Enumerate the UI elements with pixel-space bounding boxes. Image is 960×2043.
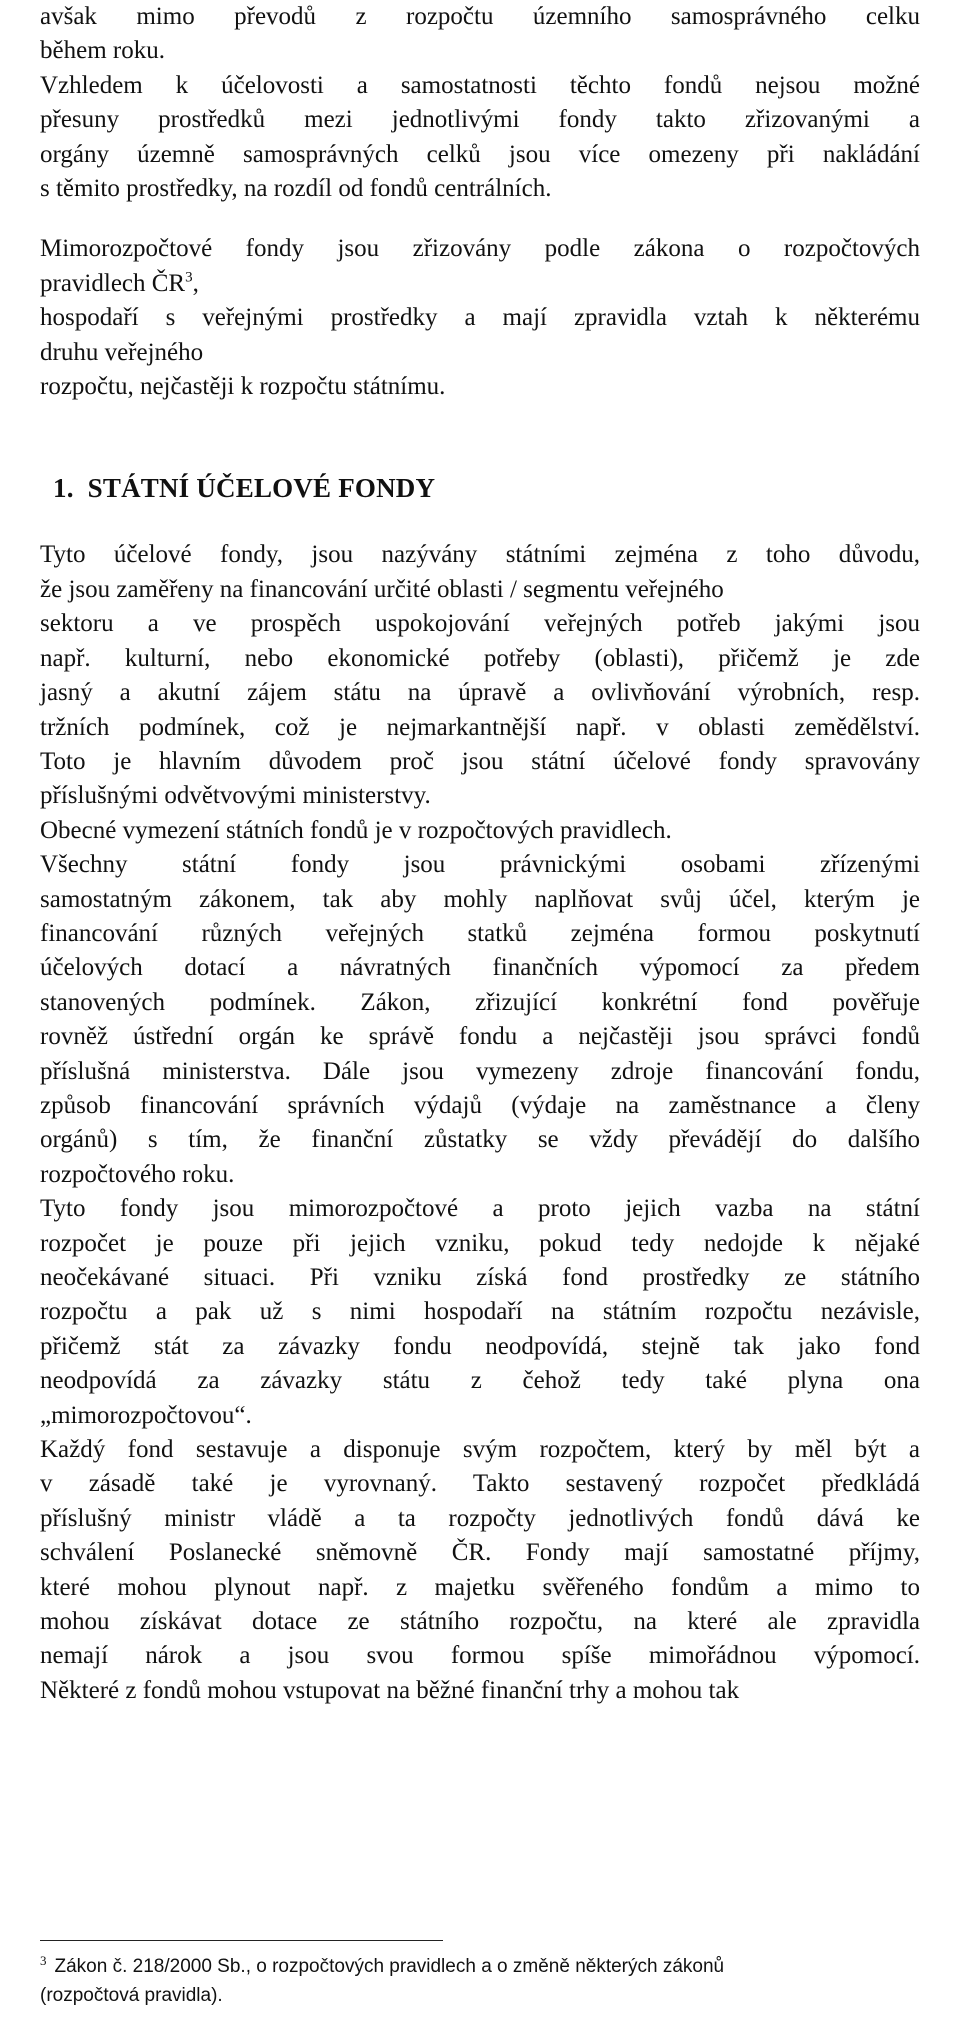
text-line: příslušná ministerstva. Dále jsou vymezeny zdroje financování fondu,: [40, 1057, 920, 1085]
footnote-separator: [40, 1940, 443, 1941]
text-line: rozpočtového roku.: [40, 1160, 235, 1188]
text-line: např. kulturní, nebo ekonomické potřeby (oblasti), přičemž je zde: [40, 644, 920, 672]
text-line: „mimorozpočtovou“.: [40, 1401, 252, 1429]
text-line: přičemž stát za závazky fondu neodpovídá, stejně tak jako fond: [40, 1332, 920, 1360]
text-line: neodpovídá za závazky státu z čehož tedy také plyna ona: [40, 1367, 920, 1395]
text-line: rozpočtu, nejčastěji k rozpočtu státnímu.: [40, 373, 446, 401]
text-line: stanovených podmínek. Zákon, zřizující konkrétní fond pověřuje: [40, 988, 920, 1016]
text-line: Tyto fondy jsou mimorozpočtové a proto jejich vazba na státní: [40, 1195, 920, 1223]
text-line: Každý fond sestavuje a disponuje svým rozpočtem, který by měl být a: [40, 1436, 920, 1464]
text-line: Vzhledem k účelovosti a samostatnosti těchto fondů nejsou možné: [40, 71, 920, 99]
footnote-text: Zákon č. 218/2000 Sb., o rozpočtových pravidlech a o změně některých zákonů: [54, 1956, 725, 1977]
text-line: v zásadě také je vyrovnaný. Takto sestavený rozpočet předkládá: [40, 1470, 920, 1498]
text-line: Některé z fondů mohou vstupovat na běžné finanční trhy a mohou tak: [40, 1676, 740, 1704]
text-line: hospodaří s veřejnými prostředky a mají zpravidla vztah k některému: [40, 304, 920, 332]
text-line: Mimorozpočtové fondy jsou zřizovány podle zákona o rozpočtových: [40, 235, 920, 263]
text-line: Toto je hlavním důvodem proč jsou státní účelové fondy spravovány: [40, 747, 920, 775]
text-line: Všechny státní fondy jsou právnickými osobami zřízenými: [40, 851, 920, 879]
text-line: jasný a akutní zájem státu na úpravě a ovlivňování výrobních, resp.: [40, 679, 920, 707]
footnote: [40, 1952, 920, 2010]
text-line: mohou získávat dotace ze státního rozpočtu, na které ale zpravidla: [40, 1608, 920, 1636]
text-line: které mohou plynout např. z majetku svěřeného fondům a mimo to: [40, 1573, 920, 1601]
text-line: orgány územně samosprávných celků jsou více omezeny při nakládání: [40, 140, 920, 168]
section-number: 1.: [53, 473, 74, 504]
section-title: STÁTNÍ ÚČELOVÉ FONDY: [87, 473, 436, 504]
text-line: způsob financování správních výdajů (výdaje na zaměstnance a členy: [40, 1091, 920, 1119]
text-line: s těmito prostředky, na rozdíl od fondů centrálních.: [40, 175, 552, 203]
text-line: během roku.: [40, 37, 165, 65]
text-line: orgánů) s tím, že finanční zůstatky se vždy převádějí do dalšího: [40, 1126, 920, 1154]
section-heading: [40, 470, 920, 506]
text-span: ,: [192, 269, 199, 297]
text-line: samostatným zákonem, tak aby mohly naplňovat svůj účel, kterým je: [40, 885, 920, 913]
text-line: schválení Poslanecké sněmovně ČR. Fondy mají samostatné příjmy,: [40, 1539, 920, 1567]
text-span: pravidlech ČR: [40, 269, 186, 297]
text-line: neočekávané situaci. Při vzniku získá fond prostředky ze státního: [40, 1264, 920, 1291]
paragraph-purpose: [40, 69, 920, 207]
text-line: přesuny prostředků mezi jednotlivými fondy takto zřizovanými a: [40, 106, 920, 134]
text-line: tržních podmínek, což je nejmarkantnější např. v oblasti zemědělství.: [40, 713, 920, 741]
document-page: [40, 0, 920, 1708]
text-line: [40, 267, 920, 301]
footnote-line: (rozpočtová pravidla).: [40, 1985, 223, 2006]
text-line: rozpočtu a pak už s nimi hospodaří na státním rozpočtu nezávisle,: [40, 1298, 920, 1326]
text-line: rovněž ústřední orgán ke správě fondu a nejčastěji jsou správci fondů: [40, 1023, 920, 1051]
paragraph-intro-tail: [40, 0, 920, 69]
footnote-reference: 3: [185, 269, 193, 286]
text-line: financování různých veřejných statků zejména formou poskytnutí: [40, 919, 920, 947]
section-body: [40, 538, 920, 1708]
text-line: Tyto účelové fondy, jsou nazývány státními zejména z toho důvodu,: [40, 541, 920, 569]
paragraph-extrabudgetary-funds: [40, 232, 920, 404]
text-line: příslušný ministr vládě a ta rozpočty jednotlivých fondů dává ke: [40, 1504, 920, 1532]
text-line: avšak mimo převodů z rozpočtu územního samosprávného celku: [40, 3, 920, 30]
text-line: příslušnými odvětvovými ministerstvy.: [40, 782, 431, 810]
text-line: účelových dotací a návratných finančních výpomocí za předem: [40, 954, 920, 982]
text-line: Obecné vymezení státních fondů je v rozpočtových pravidlech.: [40, 816, 672, 844]
footnote-mark: 3: [40, 1952, 47, 1968]
text-line: že jsou zaměřeny na financování určité oblasti / segmentu veřejného: [40, 575, 724, 603]
text-line: rozpočet je pouze při jejich vzniku, pokud tedy nedojde k nějaké: [40, 1229, 920, 1257]
text-line: nemají nárok a jsou svou formou spíše mimořádnou výpomocí.: [40, 1642, 920, 1670]
text-line: sektoru a ve prospěch uspokojování veřejných potřeb jakými jsou: [40, 610, 920, 638]
text-line: druhu veřejného: [40, 338, 204, 366]
footnote-line: [40, 1952, 920, 1981]
